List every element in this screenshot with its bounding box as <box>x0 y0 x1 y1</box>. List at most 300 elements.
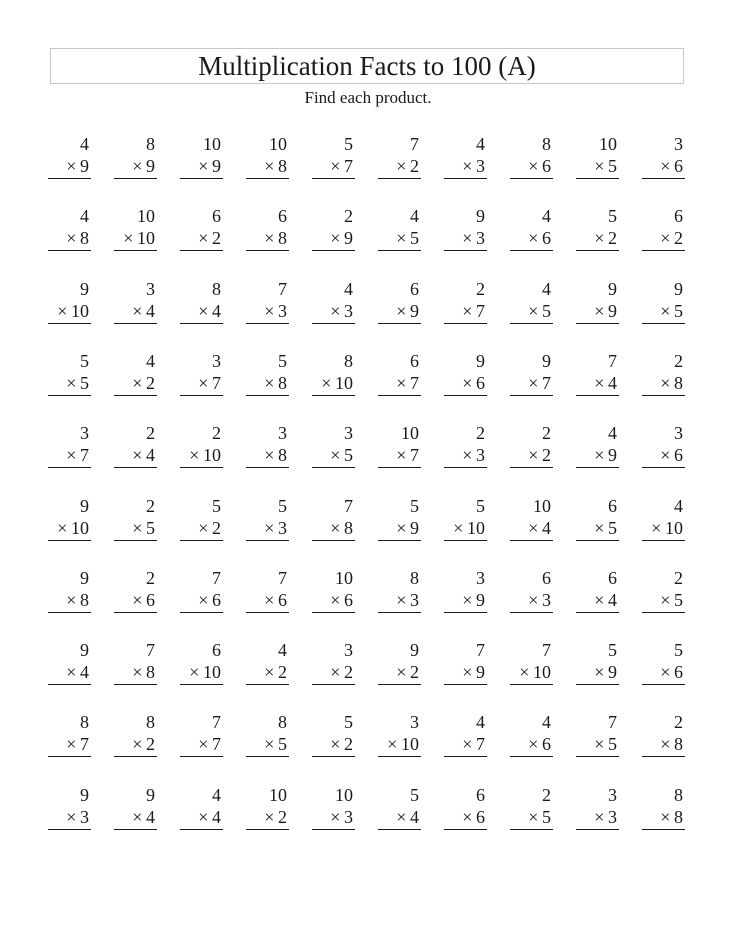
problem-item <box>378 422 421 466</box>
answer-line <box>510 829 553 830</box>
problem-item <box>642 495 685 539</box>
answer-line <box>312 829 355 830</box>
answer-line <box>378 467 421 468</box>
problem-item <box>510 711 553 755</box>
multiplicand: 7 <box>212 712 221 732</box>
multiplicand: 4 <box>674 496 683 516</box>
problem-item <box>312 567 355 611</box>
answer-line <box>246 540 289 541</box>
problem-item <box>642 278 685 322</box>
multiplier: × 5 <box>660 301 683 321</box>
problem-item <box>114 133 157 177</box>
multiplier: × 10 <box>651 518 683 538</box>
answer-line <box>444 178 487 179</box>
multiplier: × 9 <box>330 228 353 248</box>
answer-line <box>114 395 157 396</box>
answer-line <box>510 323 553 324</box>
answer-line <box>576 756 619 757</box>
multiplicand: 6 <box>476 785 485 805</box>
multiplicand: 6 <box>542 568 551 588</box>
answer-line <box>378 829 421 830</box>
multiplicand: 9 <box>80 785 89 805</box>
multiplicand: 7 <box>476 640 485 660</box>
multiplicand: 2 <box>674 568 683 588</box>
multiplicand: 8 <box>344 351 353 371</box>
problem-item <box>180 422 223 466</box>
answer-line <box>246 829 289 830</box>
problem-item <box>114 711 157 755</box>
multiplicand: 10 <box>269 785 287 805</box>
answer-line <box>312 250 355 251</box>
multiplier: × 10 <box>387 734 419 754</box>
multiplier: × 8 <box>660 807 683 827</box>
multiplier: × 9 <box>132 156 155 176</box>
problem-item <box>312 133 355 177</box>
problem-item <box>180 711 223 755</box>
multiplicand: 5 <box>608 206 617 226</box>
multiplier: × 3 <box>462 228 485 248</box>
multiplicand: 8 <box>80 712 89 732</box>
problem-item <box>510 495 553 539</box>
multiplicand: 3 <box>80 423 89 443</box>
multiplicand: 10 <box>401 423 419 443</box>
multiplier: × 9 <box>462 590 485 610</box>
answer-line <box>642 612 685 613</box>
multiplier: × 4 <box>66 662 89 682</box>
answer-line <box>312 540 355 541</box>
multiplier: × 3 <box>264 301 287 321</box>
multiplicand: 6 <box>212 206 221 226</box>
answer-line <box>312 756 355 757</box>
problem-item <box>444 567 487 611</box>
problem-item <box>48 278 91 322</box>
multiplicand: 4 <box>80 134 89 154</box>
multiplicand: 10 <box>599 134 617 154</box>
problem-item <box>114 278 157 322</box>
multiplier: × 7 <box>198 373 221 393</box>
answer-line <box>378 612 421 613</box>
multiplicand: 4 <box>542 279 551 299</box>
multiplier: × 6 <box>528 228 551 248</box>
multiplier: × 2 <box>132 734 155 754</box>
answer-line <box>48 540 91 541</box>
answer-line <box>378 684 421 685</box>
problem-item <box>444 133 487 177</box>
multiplier: × 3 <box>66 807 89 827</box>
multiplicand: 6 <box>674 206 683 226</box>
problem-item <box>114 205 157 249</box>
multiplier: × 8 <box>66 228 89 248</box>
multiplicand: 7 <box>608 351 617 371</box>
answer-line <box>510 467 553 468</box>
problem-item <box>246 784 289 828</box>
multiplier: × 7 <box>462 301 485 321</box>
answer-line <box>444 612 487 613</box>
multiplier: × 8 <box>264 373 287 393</box>
multiplier: × 9 <box>396 518 419 538</box>
multiplicand: 10 <box>533 496 551 516</box>
multiplier: × 6 <box>132 590 155 610</box>
problem-item <box>642 205 685 249</box>
multiplicand: 9 <box>674 279 683 299</box>
answer-line <box>312 684 355 685</box>
multiplier: × 5 <box>594 156 617 176</box>
answer-line <box>180 178 223 179</box>
multiplicand: 3 <box>608 785 617 805</box>
problem-item <box>48 711 91 755</box>
answer-line <box>576 178 619 179</box>
multiplier: × 6 <box>264 590 287 610</box>
answer-line <box>444 756 487 757</box>
multiplicand: 2 <box>476 423 485 443</box>
multiplicand: 2 <box>674 351 683 371</box>
problem-item <box>510 205 553 249</box>
multiplier: × 4 <box>528 518 551 538</box>
multiplicand: 5 <box>344 712 353 732</box>
answer-line <box>576 395 619 396</box>
multiplicand: 6 <box>608 568 617 588</box>
answer-line <box>444 829 487 830</box>
multiplicand: 9 <box>476 351 485 371</box>
problem-item <box>576 711 619 755</box>
problem-item <box>114 495 157 539</box>
multiplicand: 7 <box>278 279 287 299</box>
problem-item <box>378 711 421 755</box>
multiplicand: 7 <box>410 134 419 154</box>
problem-item <box>444 422 487 466</box>
answer-line <box>576 467 619 468</box>
multiplier: × 9 <box>594 445 617 465</box>
problem-item <box>378 639 421 683</box>
answer-line <box>48 829 91 830</box>
problem-item <box>312 422 355 466</box>
multiplicand: 3 <box>278 423 287 443</box>
answer-line <box>246 756 289 757</box>
problem-item <box>576 422 619 466</box>
answer-line <box>576 684 619 685</box>
multiplicand: 9 <box>80 568 89 588</box>
multiplier: × 4 <box>132 301 155 321</box>
problem-item <box>510 350 553 394</box>
multiplier: × 8 <box>264 156 287 176</box>
multiplier: × 10 <box>453 518 485 538</box>
answer-line <box>180 829 223 830</box>
multiplicand: 10 <box>269 134 287 154</box>
multiplicand: 8 <box>212 279 221 299</box>
multiplier: × 5 <box>66 373 89 393</box>
multiplicand: 9 <box>410 640 419 660</box>
problem-item <box>576 133 619 177</box>
problem-item <box>48 567 91 611</box>
problem-item <box>378 784 421 828</box>
problem-item <box>444 495 487 539</box>
problem-item <box>114 567 157 611</box>
multiplier: × 6 <box>660 445 683 465</box>
problem-item <box>246 711 289 755</box>
answer-line <box>48 684 91 685</box>
multiplicand: 4 <box>410 206 419 226</box>
answer-line <box>114 684 157 685</box>
answer-line <box>312 467 355 468</box>
multiplicand: 9 <box>80 496 89 516</box>
answer-line <box>510 756 553 757</box>
multiplier: × 6 <box>660 662 683 682</box>
multiplicand: 4 <box>212 785 221 805</box>
problem-item <box>576 495 619 539</box>
multiplier: × 9 <box>594 662 617 682</box>
multiplier: × 4 <box>594 373 617 393</box>
answer-line <box>378 250 421 251</box>
problem-item <box>378 133 421 177</box>
problem-item <box>312 350 355 394</box>
problem-item <box>246 205 289 249</box>
problem-item <box>246 422 289 466</box>
problem-item <box>510 567 553 611</box>
multiplicand: 8 <box>542 134 551 154</box>
multiplier: × 2 <box>396 156 419 176</box>
multiplier: × 3 <box>462 156 485 176</box>
problem-item <box>48 205 91 249</box>
answer-line <box>444 540 487 541</box>
multiplicand: 7 <box>278 568 287 588</box>
multiplier: × 10 <box>189 662 221 682</box>
multiplier: × 5 <box>264 734 287 754</box>
answer-line <box>642 829 685 830</box>
answer-line <box>312 178 355 179</box>
multiplier: × 4 <box>594 590 617 610</box>
multiplicand: 5 <box>410 496 419 516</box>
problem-item <box>246 350 289 394</box>
multiplicand: 4 <box>80 206 89 226</box>
problem-item <box>180 784 223 828</box>
multiplier: × 10 <box>57 518 89 538</box>
multiplier: × 8 <box>66 590 89 610</box>
multiplier: × 5 <box>528 301 551 321</box>
multiplicand: 9 <box>146 785 155 805</box>
multiplier: × 6 <box>198 590 221 610</box>
multiplier: × 7 <box>462 734 485 754</box>
multiplier: × 5 <box>594 734 617 754</box>
answer-line <box>510 178 553 179</box>
problem-item <box>180 205 223 249</box>
multiplier: × 4 <box>396 807 419 827</box>
answer-line <box>180 467 223 468</box>
answer-line <box>114 323 157 324</box>
multiplier: × 7 <box>66 445 89 465</box>
problem-item <box>642 133 685 177</box>
multiplicand: 5 <box>278 351 287 371</box>
multiplier: × 10 <box>189 445 221 465</box>
multiplicand: 5 <box>212 496 221 516</box>
problem-item <box>444 639 487 683</box>
multiplicand: 4 <box>542 206 551 226</box>
multiplier: × 8 <box>660 734 683 754</box>
multiplicand: 2 <box>146 423 155 443</box>
multiplier: × 2 <box>330 662 353 682</box>
problem-item <box>48 133 91 177</box>
answer-line <box>114 756 157 757</box>
multiplicand: 2 <box>212 423 221 443</box>
answer-line <box>246 684 289 685</box>
problem-item <box>246 639 289 683</box>
answer-line <box>48 395 91 396</box>
worksheet-title: Multiplication Facts to 100 (A) <box>198 51 536 81</box>
multiplicand: 3 <box>674 134 683 154</box>
multiplicand: 2 <box>542 785 551 805</box>
problem-item <box>180 567 223 611</box>
multiplicand: 7 <box>344 496 353 516</box>
answer-line <box>246 323 289 324</box>
multiplier: × 6 <box>660 156 683 176</box>
multiplier: × 10 <box>123 228 155 248</box>
multiplier: × 9 <box>462 662 485 682</box>
multiplicand: 6 <box>278 206 287 226</box>
problem-item <box>246 133 289 177</box>
multiplicand: 6 <box>212 640 221 660</box>
multiplicand: 10 <box>335 568 353 588</box>
problem-item <box>510 639 553 683</box>
answer-line <box>444 323 487 324</box>
multiplicand: 8 <box>410 568 419 588</box>
answer-line <box>444 684 487 685</box>
answer-line <box>642 684 685 685</box>
multiplicand: 5 <box>608 640 617 660</box>
answer-line <box>246 395 289 396</box>
multiplicand: 5 <box>278 496 287 516</box>
multiplicand: 6 <box>410 351 419 371</box>
multiplier: × 7 <box>66 734 89 754</box>
answer-line <box>378 756 421 757</box>
problem-item <box>246 278 289 322</box>
multiplicand: 3 <box>410 712 419 732</box>
multiplicand: 5 <box>674 640 683 660</box>
problem-item <box>114 422 157 466</box>
answer-line <box>642 178 685 179</box>
multiplier: × 9 <box>198 156 221 176</box>
problem-item <box>114 350 157 394</box>
multiplicand: 5 <box>410 785 419 805</box>
worksheet-instructions: Find each product. <box>304 88 432 107</box>
answer-line <box>48 612 91 613</box>
multiplicand: 4 <box>146 351 155 371</box>
answer-line <box>444 250 487 251</box>
multiplier: × 6 <box>528 156 551 176</box>
multiplicand: 9 <box>80 640 89 660</box>
problem-item <box>180 133 223 177</box>
problem-item <box>444 205 487 249</box>
problem-item <box>378 567 421 611</box>
answer-line <box>246 250 289 251</box>
problem-item <box>180 639 223 683</box>
problem-item <box>576 567 619 611</box>
multiplicand: 2 <box>476 279 485 299</box>
multiplier: × 7 <box>396 445 419 465</box>
multiplier: × 2 <box>594 228 617 248</box>
problem-item <box>444 278 487 322</box>
problem-item <box>444 350 487 394</box>
problem-item <box>48 784 91 828</box>
multiplier: × 6 <box>330 590 353 610</box>
answer-line <box>48 323 91 324</box>
multiplier: × 2 <box>528 445 551 465</box>
multiplier: × 3 <box>264 518 287 538</box>
multiplicand: 5 <box>80 351 89 371</box>
answer-line <box>114 829 157 830</box>
answer-line <box>576 540 619 541</box>
multiplier: × 2 <box>330 734 353 754</box>
answer-line <box>48 756 91 757</box>
problem-item <box>312 639 355 683</box>
multiplier: × 8 <box>132 662 155 682</box>
multiplier: × 6 <box>528 734 551 754</box>
multiplier: × 8 <box>264 228 287 248</box>
problem-item <box>444 711 487 755</box>
multiplier: × 2 <box>198 518 221 538</box>
multiplicand: 2 <box>146 568 155 588</box>
multiplier: × 10 <box>519 662 551 682</box>
problem-item <box>378 205 421 249</box>
multiplicand: 4 <box>278 640 287 660</box>
answer-line <box>444 467 487 468</box>
multiplier: × 4 <box>132 807 155 827</box>
answer-line <box>642 756 685 757</box>
multiplicand: 5 <box>476 496 485 516</box>
multiplier: × 8 <box>330 518 353 538</box>
multiplier: × 2 <box>660 228 683 248</box>
problem-item <box>642 422 685 466</box>
multiplicand: 8 <box>146 712 155 732</box>
problem-item <box>312 278 355 322</box>
problem-item <box>510 278 553 322</box>
multiplier: × 3 <box>396 590 419 610</box>
multiplier: × 2 <box>396 662 419 682</box>
multiplier: × 2 <box>132 373 155 393</box>
multiplicand: 4 <box>344 279 353 299</box>
multiplicand: 2 <box>674 712 683 732</box>
multiplier: × 3 <box>330 807 353 827</box>
multiplicand: 10 <box>203 134 221 154</box>
problem-item <box>312 205 355 249</box>
problem-item <box>576 784 619 828</box>
answer-line <box>642 395 685 396</box>
answer-line <box>312 323 355 324</box>
multiplier: × 8 <box>660 373 683 393</box>
answer-line <box>312 612 355 613</box>
answer-line <box>576 250 619 251</box>
multiplicand: 2 <box>146 496 155 516</box>
multiplicand: 3 <box>146 279 155 299</box>
multiplier: × 5 <box>330 445 353 465</box>
problem-item <box>114 639 157 683</box>
answer-line <box>48 250 91 251</box>
problem-item <box>378 278 421 322</box>
answer-line <box>444 395 487 396</box>
answer-line <box>642 250 685 251</box>
problem-item <box>312 495 355 539</box>
multiplicand: 4 <box>476 712 485 732</box>
answer-line <box>510 684 553 685</box>
problem-item <box>246 495 289 539</box>
multiplicand: 4 <box>542 712 551 732</box>
answer-line <box>642 540 685 541</box>
answer-line <box>180 395 223 396</box>
answer-line <box>510 540 553 541</box>
answer-line <box>114 540 157 541</box>
multiplicand: 3 <box>476 568 485 588</box>
answer-line <box>114 467 157 468</box>
problem-item <box>642 350 685 394</box>
answer-line <box>180 684 223 685</box>
